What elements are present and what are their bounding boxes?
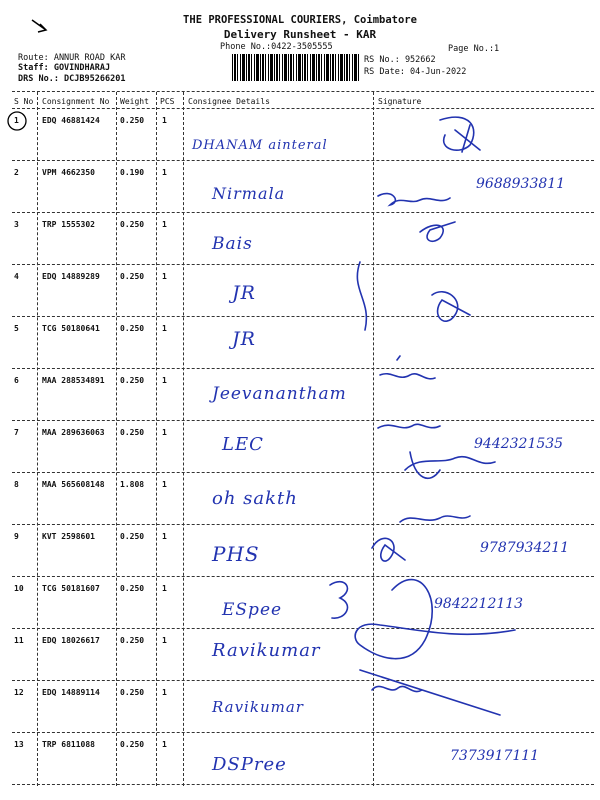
row-weight: 0.190 <box>120 168 145 177</box>
row-sno: 5 <box>14 324 19 333</box>
row-signature-phone: 7373917111 <box>450 748 540 764</box>
row-consignee-handwritten: Nirmala <box>212 184 286 203</box>
row-weight: 1.808 <box>120 480 145 489</box>
row-consignment-number: TCG 50180641 <box>42 324 100 333</box>
row-signature-phone: 9442321535 <box>474 436 564 452</box>
col-pcs: PCS <box>160 97 175 106</box>
row-weight: 0.250 <box>120 376 145 385</box>
row-sno: 1 <box>14 116 19 125</box>
staff: Staff: GOVINDHARAJ <box>18 63 111 73</box>
row-pcs: 1 <box>162 324 167 333</box>
row-sno: 2 <box>14 168 19 177</box>
row-signature-phone: 9842212113 <box>434 596 524 612</box>
row-weight: 0.250 <box>120 688 145 697</box>
row-pcs: 1 <box>162 740 167 749</box>
row-sno: 8 <box>14 480 19 489</box>
rs-date: RS Date: 04-Jun-2022 <box>364 67 467 77</box>
row-consignee-handwritten: DSPree <box>212 754 287 775</box>
row-consignee-handwritten: PHS <box>212 542 260 566</box>
row-consignee-handwritten: DHANAM ainteral <box>192 138 328 153</box>
row-consignment-number: EDQ 14889289 <box>42 272 100 281</box>
row-sno: 7 <box>14 428 19 437</box>
row-consignee-handwritten: Jeevanantham <box>212 384 347 404</box>
row-weight: 0.250 <box>120 636 145 645</box>
row-consignee-handwritten: Bais <box>212 234 253 254</box>
row-weight: 0.250 <box>120 116 145 125</box>
row-consignee-handwritten: ESpee <box>222 600 283 620</box>
row-pcs: 1 <box>162 688 167 697</box>
row-consignment-number: EDQ 46881424 <box>42 116 100 125</box>
col-consignment: Consignment No <box>42 97 110 106</box>
col-sno: S No <box>14 97 34 106</box>
row-sno: 4 <box>14 272 19 281</box>
row-pcs: 1 <box>162 428 167 437</box>
drs-number: DRS No.: DCJB95266201 <box>18 74 126 84</box>
col-signature: Signature <box>378 97 422 106</box>
row-weight: 0.250 <box>120 220 145 229</box>
row-pcs: 1 <box>162 636 167 645</box>
row-weight: 0.250 <box>120 324 145 333</box>
row-pcs: 1 <box>162 480 167 489</box>
phone-number: Phone No.:0422-3505555 <box>220 42 333 52</box>
page-number: Page No.:1 <box>448 44 500 54</box>
row-weight: 0.250 <box>120 272 145 281</box>
row-pcs: 1 <box>162 220 167 229</box>
row-consignment-number: KVT 2598601 <box>42 532 95 541</box>
row-weight: 0.250 <box>120 740 145 749</box>
runsheet-title: Delivery Runsheet - KAR <box>223 28 377 41</box>
row-sno: 3 <box>14 220 19 229</box>
rs-number: RS No.: 952662 <box>364 55 436 65</box>
row-sno: 10 <box>14 584 24 593</box>
row-consignment-number: EDQ 14889114 <box>42 688 100 697</box>
row-consignment-number: MAA 565608148 <box>42 480 105 489</box>
row-consignment-number: MAA 289636063 <box>42 428 105 437</box>
row-consignee-handwritten: Ravikumar <box>212 640 321 661</box>
row-consignee-handwritten: oh sakth <box>212 488 298 509</box>
row-weight: 0.250 <box>120 532 145 541</box>
row-pcs: 1 <box>162 584 167 593</box>
row-consignee-handwritten: JR <box>232 328 256 350</box>
row-consignee-handwritten: LEC <box>222 434 264 455</box>
row-signature-phone: 9787934211 <box>480 540 570 556</box>
row-consignment-number: VPM 4662350 <box>42 168 95 177</box>
row-signature-phone: 9688933811 <box>476 176 566 192</box>
row-pcs: 1 <box>162 272 167 281</box>
row-consignment-number: TRP 6811088 <box>42 740 95 749</box>
row-consignee-handwritten: Ravikumar <box>212 698 304 716</box>
row-consignment-number: TCG 50181607 <box>42 584 100 593</box>
row-consignee-handwritten: JR <box>232 282 256 304</box>
row-pcs: 1 <box>162 532 167 541</box>
row-pcs: 1 <box>162 116 167 125</box>
row-sno: 13 <box>14 740 24 749</box>
row-sno: 11 <box>14 636 24 645</box>
row-pcs: 1 <box>162 376 167 385</box>
company-title: THE PROFESSIONAL COURIERS, Coimbatore <box>183 14 417 26</box>
col-consignee: Consignee Details <box>188 97 270 106</box>
col-weight: Weight <box>120 97 149 106</box>
row-sno: 9 <box>14 532 19 541</box>
row-weight: 0.250 <box>120 584 145 593</box>
route: Route: ANNUR ROAD KAR <box>18 53 126 63</box>
row-pcs: 1 <box>162 168 167 177</box>
row-consignment-number: EDQ 18026617 <box>42 636 100 645</box>
row-sno: 6 <box>14 376 19 385</box>
row-consignment-number: TRP 1555302 <box>42 220 95 229</box>
row-consignment-number: MAA 288534891 <box>42 376 105 385</box>
row-sno: 12 <box>14 688 24 697</box>
row-weight: 0.250 <box>120 428 145 437</box>
